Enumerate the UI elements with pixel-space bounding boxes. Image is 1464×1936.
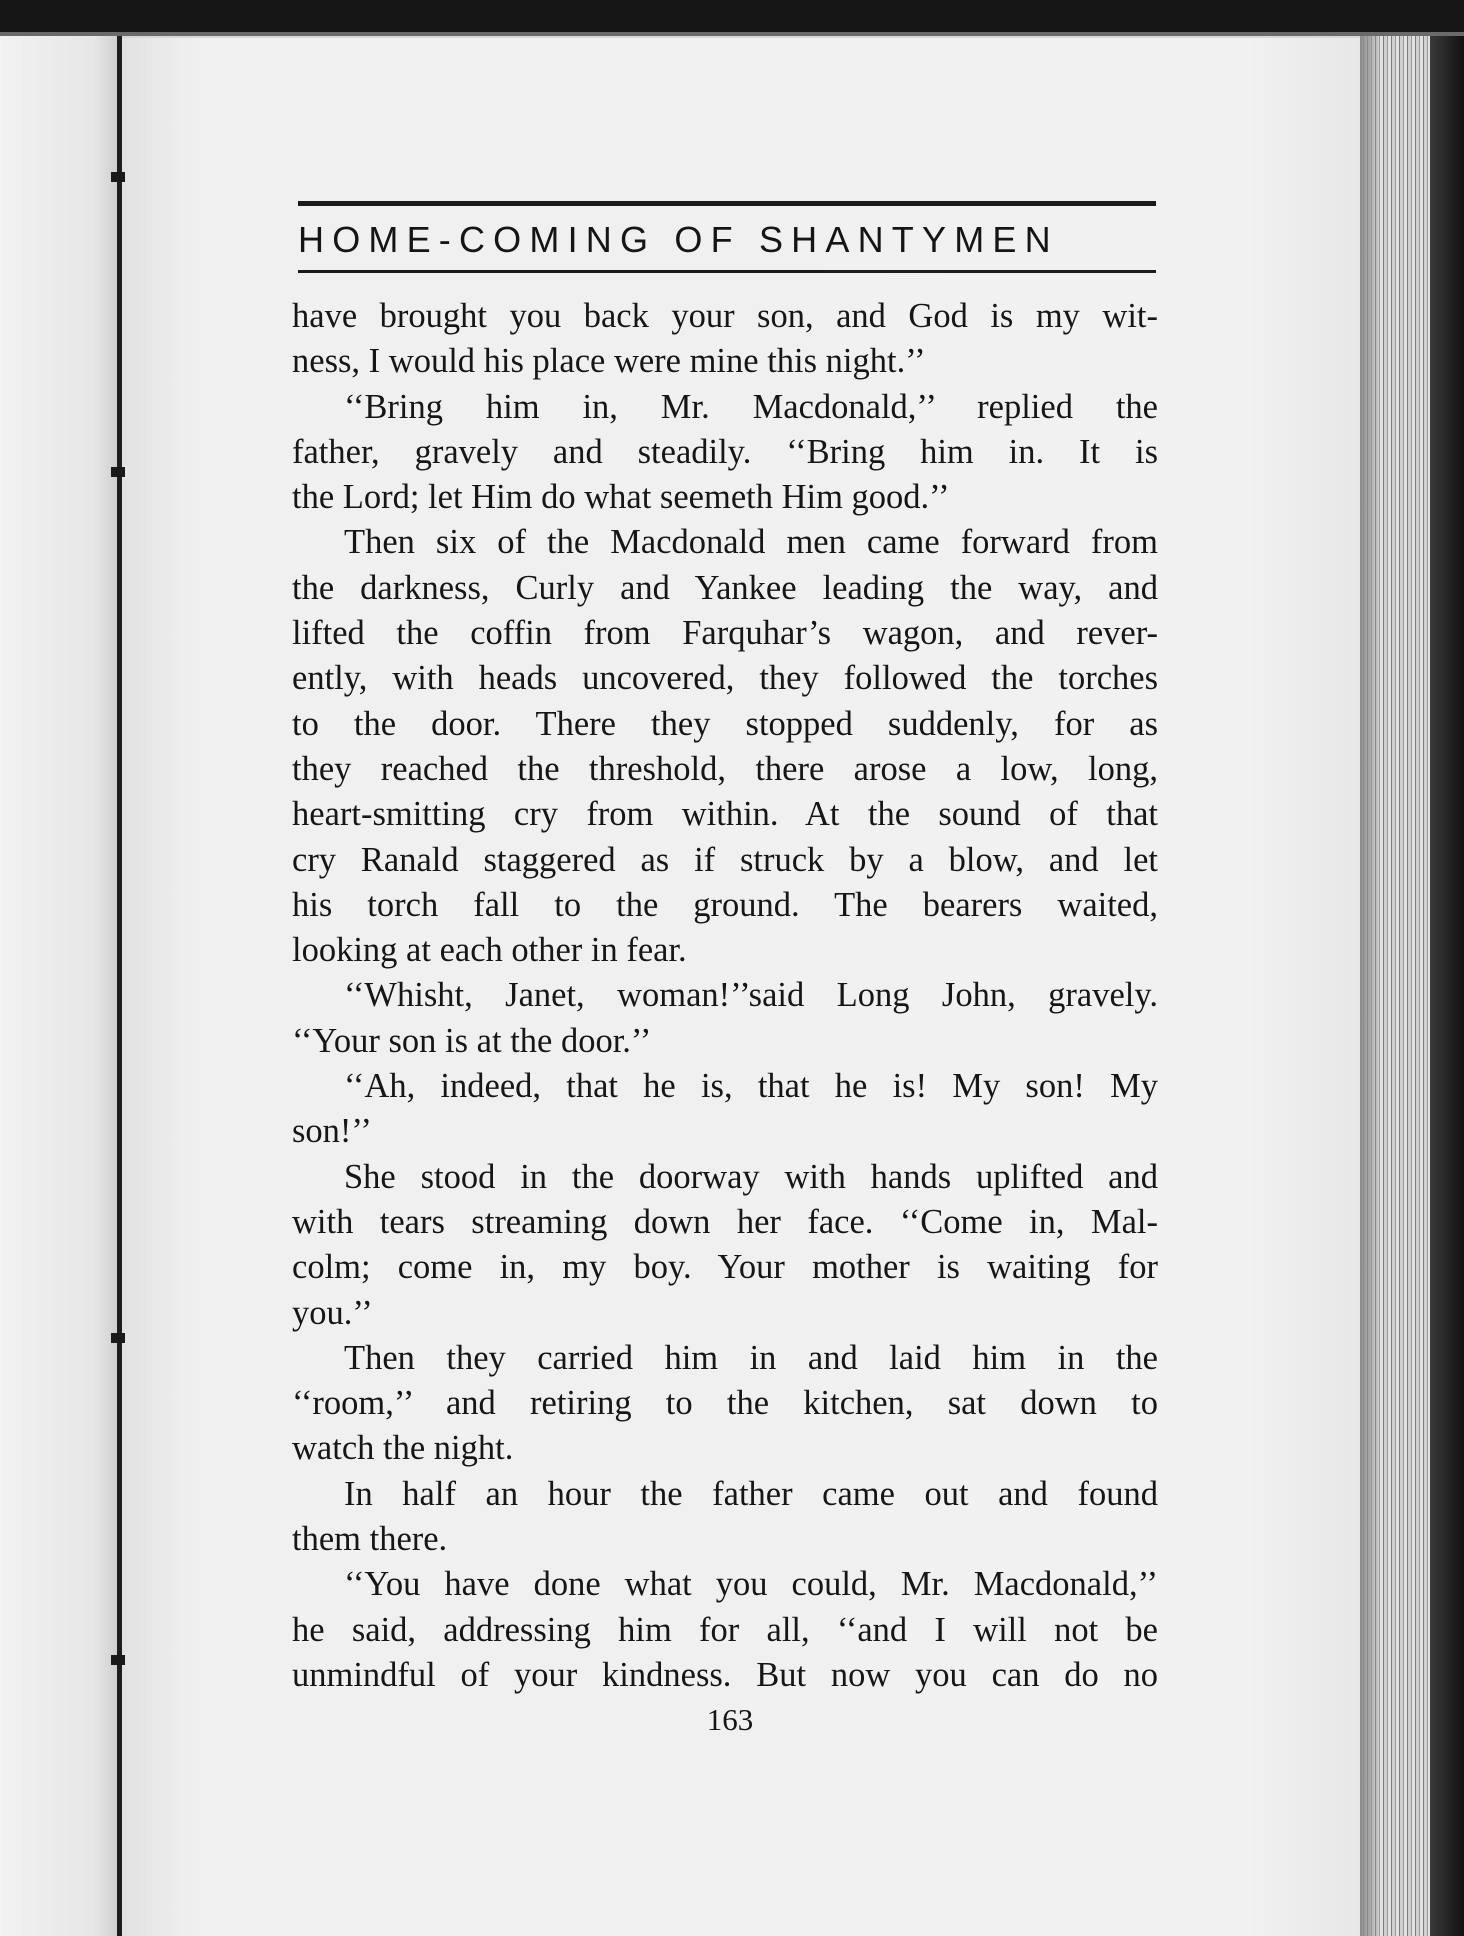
text-line: looking at each other in fear. [292, 931, 687, 970]
text-line: ‘‘Ah, indeed, that he is, that he is! My son! My [344, 1067, 1158, 1106]
text-line: son!’’ [292, 1112, 372, 1151]
book-cover-edge [1430, 36, 1464, 1936]
header-rule-top [298, 201, 1156, 206]
text-line: them there. [292, 1520, 448, 1559]
text-line: Then six of the Macdonald men came forward from [344, 523, 1158, 562]
text-line: She stood in the doorway with hands uplifted and [344, 1157, 1158, 1196]
gutter-mark [111, 467, 125, 477]
text-line: cry Ranald staggered as if struck by a blow, and let [292, 840, 1158, 879]
text-line: his torch fall to the ground. The bearers waited, [292, 885, 1158, 924]
gutter-mark [111, 1333, 125, 1343]
text-line: he said, addressing him for all, ‘‘and I will not be [292, 1610, 1158, 1649]
facing-page-edge [0, 36, 118, 1936]
text-line: to the door. There they stopped suddenly, for as [292, 704, 1158, 743]
text-line: ‘‘You have done what you could, Mr. Macdonald,’’ [344, 1565, 1158, 1604]
scan-top-border [0, 0, 1464, 40]
gutter-mark [111, 172, 125, 182]
text-line: In half an hour the father came out and found [344, 1474, 1158, 1513]
text-line: Then they carried him in and laid him in the [344, 1338, 1158, 1377]
text-line: heart-smitting cry from within. At the sound of that [292, 795, 1158, 834]
text-line: lifted the coffin from Farquhar’s wagon, and rever- [292, 614, 1158, 653]
gutter-line [117, 36, 122, 1936]
text-line: ‘‘Whisht, Janet, woman!’’said Long John, gravely. [344, 976, 1158, 1015]
text-line: ‘‘Your son is at the door.’’ [292, 1021, 652, 1060]
text-line: they reached the threshold, there arose a low, long, [292, 749, 1158, 788]
text-line: colm; come in, my boy. Your mother is waiting for [292, 1248, 1158, 1287]
text-line: you.’’ [292, 1293, 373, 1332]
gutter-mark [111, 1655, 125, 1665]
text-line: watch the night. [292, 1429, 514, 1468]
text-line: father, gravely and steadily. ‘‘Bring him in. It is [292, 432, 1158, 471]
text-line: the Lord; let Him do what seemeth Him good.’’ [292, 478, 950, 517]
text-line: have brought you back your son, and God is my wit- [292, 297, 1158, 335]
text-line: ness, I would his place were mine this night.’’ [292, 342, 926, 381]
text-line: ‘‘Bring him in, Mr. Macdonald,’’ replied the [344, 387, 1158, 426]
page-block-shadow [1360, 36, 1378, 1936]
running-head: HOME-COMING OF SHANTYMEN [298, 219, 1059, 260]
header-rule-bottom [298, 270, 1156, 273]
body-text [292, 294, 1158, 1698]
text-line: unmindful of your kindness. But now you can do no [292, 1655, 1158, 1694]
text-line: with tears streaming down her face. ‘‘Come in, Mal- [292, 1202, 1158, 1241]
page-number: 163 [706, 1702, 754, 1737]
text-line: the darkness, Curly and Yankee leading the way, and [292, 568, 1158, 607]
text-line: ‘‘room,’’ and retiring to the kitchen, sat down to [292, 1384, 1158, 1423]
text-line: ently, with heads uncovered, they followed the torches [292, 659, 1158, 698]
